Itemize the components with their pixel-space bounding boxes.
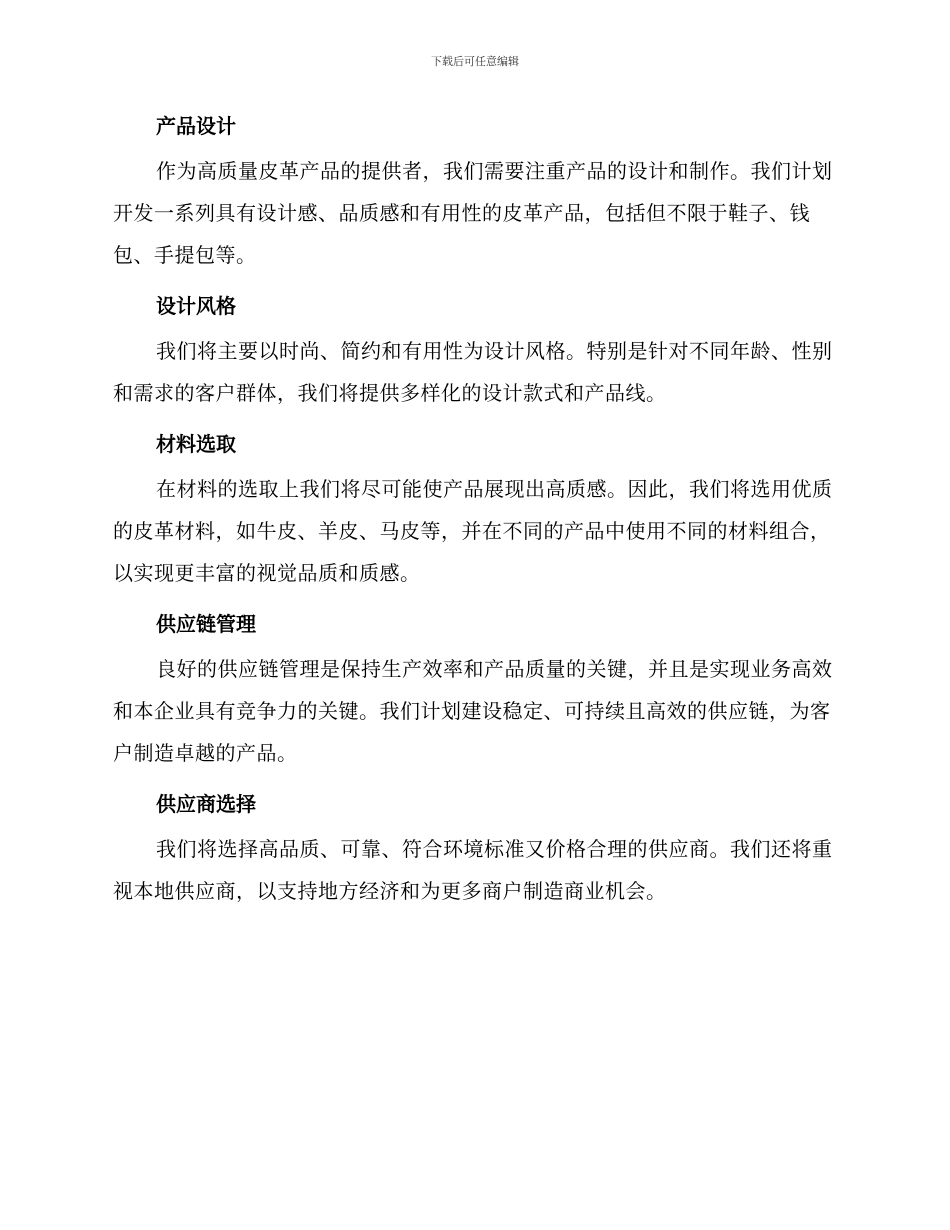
section-supplier-selection	[113, 790, 837, 912]
section-paragraph: 作为高质量皮革产品的提供者，我们需要注重产品的设计和制作。我们计划开发一系列具有设计感、品质感和有用性的皮革产品，包括但不限于鞋子、钱包、手提包等。	[113, 159, 833, 267]
section-heading: 材料选取	[156, 432, 236, 456]
section-design-style	[113, 292, 837, 414]
section-product-design	[113, 112, 837, 276]
section-supply-chain	[113, 610, 837, 774]
section-heading: 设计风格	[156, 294, 236, 318]
section-paragraph: 在材料的选取上我们将尽可能使产品展现出高质感。因此，我们将选用优质的皮革材料，如牛皮、羊皮、马皮等，并在不同的产品中使用不同的材料组合，以实现更丰富的视觉品质和质感。	[113, 477, 833, 585]
section-material-selection	[113, 430, 837, 594]
section-heading: 供应商选择	[156, 792, 256, 816]
section-heading: 产品设计	[156, 114, 236, 138]
section-paragraph: 良好的供应链管理是保持生产效率和产品质量的关键，并且是实现业务高效和本企业具有竞争力的关键。我们计划建设稳定、可持续且高效的供应链，为客户制造卓越的产品。	[113, 657, 833, 765]
document-body	[113, 112, 837, 912]
section-paragraph: 我们将选择高品质、可靠、符合环境标准又价格合理的供应商。我们还将重视本地供应商，以支持地方经济和为更多商户制造商业机会。	[113, 837, 833, 903]
section-paragraph: 我们将主要以时尚、简约和有用性为设计风格。特别是针对不同年龄、性别和需求的客户群体，我们将提供多样化的设计款式和产品线。	[113, 339, 833, 405]
page-header-note: 下载后可任意编辑	[431, 55, 519, 68]
section-heading: 供应链管理	[156, 612, 256, 636]
